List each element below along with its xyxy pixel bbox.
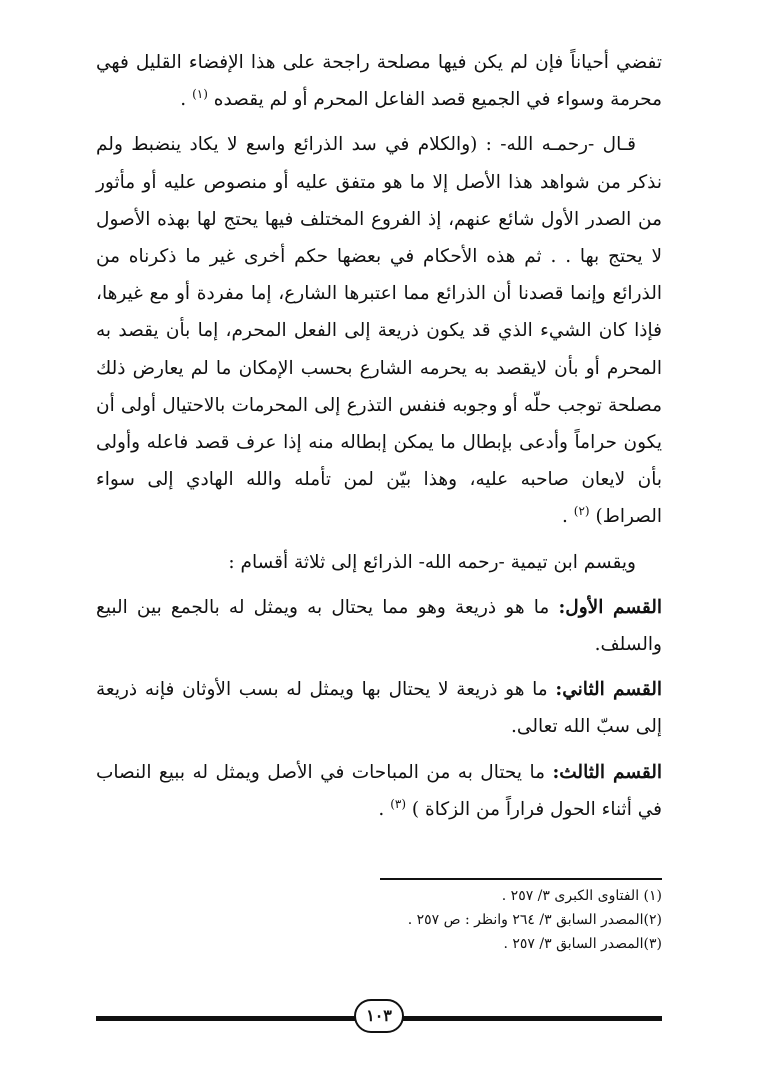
- section-3: [96, 754, 662, 828]
- section-2-term: القسم الثاني:: [555, 679, 663, 701]
- paragraph-1-end: .: [180, 89, 187, 111]
- section-2-text: ما هو ذريعة لا يحتال بها ويمثل له بسب الأوثان فإنه ذريعة إلى سبّ الله تعالى.: [96, 679, 662, 738]
- paragraph-2-text: قـال -رحمـه الله- : (والكلام في سد الذرائع واسع لا يكاد ينضبط ولم نذكر من شواهد هذا الأصل إلا ما هو متفق عليه أو منصوص عليه أو مأثور من الصدر الأول شائع عنهم، إذ الفروع المختلف فيها يحتج لها بهذه الأصول لا يحتج بها . . ثم هذه الأحكام في بعضها حكم أخرى غير ما ذكرناه من الذرائع وإنما قصدنا أن الذرائع مما اعتبرها الشارع، إما مفردة أو مع غيرها، فإذا كان الشيء الذي قد يكون ذريعة إلى الفعل المحرم، إما بأن يقصد به المحرم أو بأن لايقصد به يحرمه الشارع بحسب الإمكان ما لم يعارض ذلك مصلحة توجب حلّه أو وجوبه فنفس التذرع إلى المحرمات بالاحتيال أولى أن يكون حراماً وأدعى بإبطال ما يمكن إبطاله منه إذا عرف قصد فاعله وأولى بأن لايعان صاحبه عليه، وهذا بيّن لمن تأمله والله الهادي إلى سواء الصراط): [96, 134, 662, 528]
- footnote-ref-3[interactable]: (٣): [390, 796, 407, 811]
- section-3-text: ما يحتال به من المباحات في الأصل ويمثل له ببيع النصاب في أثناء الحول فراراً من الزكاة ): [96, 761, 662, 820]
- paragraph-1-text: تفضي أحياناً فإن لم يكن فيها مصلحة راجحة على هذا الإفضاء القليل فهي محرمة وسواء في الجميع قصد الفاعل المحرم أو لم يقصده: [96, 52, 662, 111]
- section-2: [96, 671, 662, 745]
- footnote-2: (٢)المصدر السابق ٣/ ٢٦٤ وانظر : ص ٢٥٧ .: [407, 912, 662, 928]
- paragraph-2: [96, 126, 662, 535]
- paragraph-2-end: .: [562, 506, 568, 528]
- footnote-3: (٣)المصدر السابق ٣/ ٢٥٧ .: [503, 936, 662, 952]
- footnote-ref-1[interactable]: (١): [192, 87, 208, 102]
- paragraph-3: [96, 544, 662, 581]
- paragraph-1: [96, 44, 662, 118]
- page-number: ١٠٣: [354, 999, 404, 1033]
- section-1: [96, 589, 662, 663]
- footnote-ref-2[interactable]: (٢): [573, 504, 590, 519]
- footnote-1: (١) الفتاوى الكبرى ٣/ ٢٥٧ .: [501, 888, 662, 904]
- section-1-text: ما هو ذريعة وهو مما يحتال به ويمثل له بالجمع بين البيع والسلف.: [96, 596, 662, 656]
- main-text: [96, 44, 662, 828]
- paragraph-3-text: ويقسم ابن تيمية -رحمه الله- الذرائع إلى ثلاثة أقسام :: [228, 551, 636, 573]
- section-1-term: القسم الأول:: [558, 596, 662, 618]
- section-3-end: .: [378, 798, 385, 820]
- section-3-term: القسم الثالث:: [552, 761, 662, 783]
- footnote-divider: [380, 878, 662, 880]
- footnotes: [300, 884, 662, 956]
